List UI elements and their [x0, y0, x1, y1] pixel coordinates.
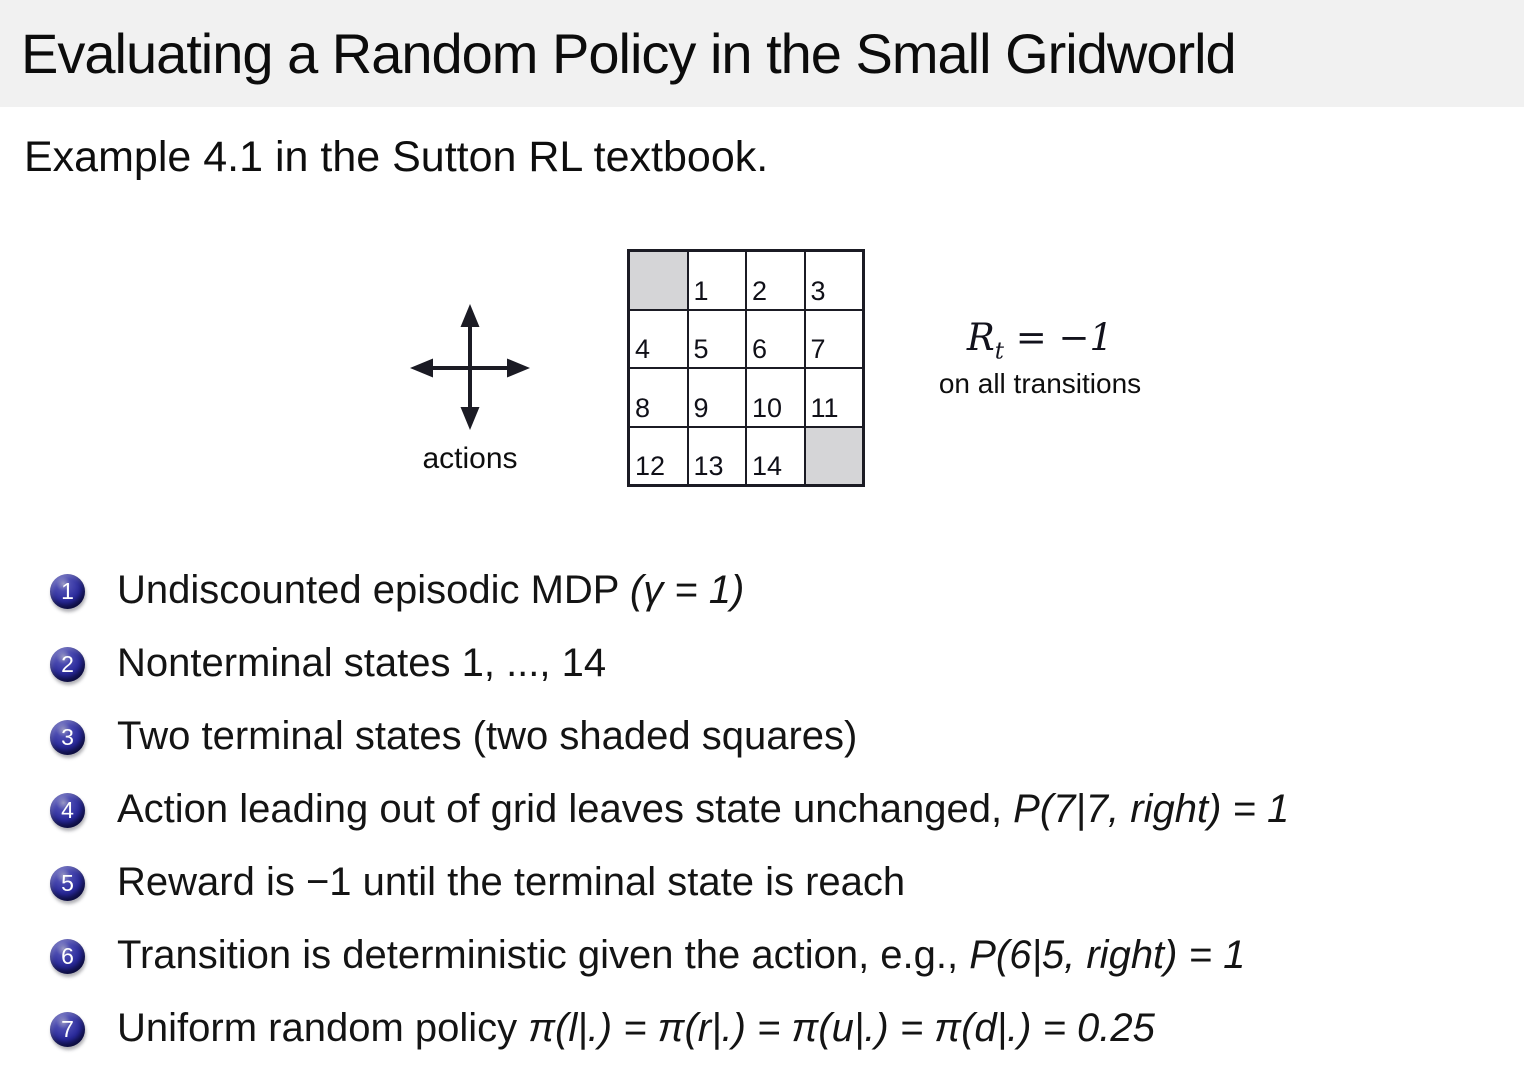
grid-cell-4	[629, 310, 688, 369]
actions-figure	[408, 302, 532, 476]
item-plain-segment: Reward is −1 until the terminal state is reach	[117, 860, 906, 904]
item-plain-segment: Transition is deterministic given the action, e.g.,	[117, 933, 970, 977]
grid-cell-label: 2	[752, 275, 768, 306]
grid-cell-12	[629, 427, 688, 486]
item-number-badge: 6	[50, 939, 85, 974]
item-text	[117, 714, 857, 759]
grid-cell-label: 9	[693, 392, 709, 423]
grid-cell-label: 11	[810, 392, 839, 423]
grid-cell-label: 8	[635, 392, 651, 423]
item-number-badge: 4	[50, 793, 85, 828]
grid-cell-label: 6	[752, 334, 768, 364]
slide-title-bar	[0, 0, 1524, 107]
item-number-badge: 5	[50, 866, 85, 901]
list-item-2	[50, 641, 1510, 686]
list-item-5	[50, 860, 1510, 905]
grid-cell-label: 13	[693, 451, 724, 481]
grid-cell-9	[688, 368, 747, 427]
item-number-badge: 2	[50, 647, 85, 682]
grid-cell-1	[688, 251, 747, 310]
item-text	[117, 1006, 1155, 1051]
grid-cell-label: 14	[752, 451, 783, 481]
actions-cross-icon	[408, 302, 532, 432]
grid-cell-8	[629, 368, 688, 427]
item-plain-segment: Action leading out of grid leaves state unchanged,	[117, 787, 1014, 831]
reward-equals: = −1	[1004, 316, 1114, 359]
actions-label: actions	[422, 442, 518, 475]
item-math-segment: P(6|5, right) = 1	[969, 933, 1246, 977]
item-math-segment: π(l|.) = π(r|.) = π(u|.) = π(d|.) = 0.25	[528, 1006, 1155, 1050]
grid-cell-11	[805, 368, 864, 427]
list-item-3	[50, 714, 1510, 759]
item-number-badge: 7	[50, 1012, 85, 1047]
bullet-list	[50, 568, 1510, 1079]
grid-cell-6	[746, 310, 805, 369]
list-item-1	[50, 568, 1510, 613]
grid-cell-terminal	[805, 427, 864, 486]
grid-cell-14	[746, 427, 805, 486]
item-text	[117, 860, 905, 905]
reward-subscript: t	[994, 338, 1004, 365]
item-plain-segment: Uniform random policy	[117, 1006, 529, 1050]
grid-cell-5	[688, 310, 747, 369]
grid-cell-label: 3	[810, 275, 826, 306]
list-item-7	[50, 1006, 1510, 1051]
item-math-segment: (γ = 1)	[629, 568, 745, 612]
item-plain-segment: Two terminal states (two shaded squares)	[117, 714, 858, 758]
slide-title: Evaluating a Random Policy in the Small Gridworld	[21, 22, 1236, 85]
reward-note: on all transitions	[938, 368, 1142, 400]
grid-cell-terminal	[629, 251, 688, 310]
grid-cell-2	[746, 251, 805, 310]
grid-cell-13	[688, 427, 747, 486]
reward-symbol: R	[966, 316, 995, 359]
list-item-6	[50, 933, 1510, 978]
grid-cell-label: 7	[810, 334, 826, 364]
item-text	[117, 568, 744, 613]
item-plain-segment: Nonterminal states 1, ..., 14	[117, 641, 607, 685]
grid-cell-label: 10	[752, 392, 783, 423]
subtitle: Example 4.1 in the Sutton RL textbook.	[24, 133, 769, 181]
grid-cell-3	[805, 251, 864, 310]
grid-cell-7	[805, 310, 864, 369]
gridworld-grid	[627, 249, 865, 487]
item-text	[117, 787, 1289, 832]
item-plain-segment: Undiscounted episodic MDP	[117, 568, 630, 612]
grid-cell-label: 12	[635, 451, 666, 481]
reward-annotation	[920, 316, 1160, 400]
list-item-4	[50, 787, 1510, 832]
grid-cell-10	[746, 368, 805, 427]
grid-cell-label: 4	[635, 334, 651, 364]
item-math-segment: P(7|7, right) = 1	[1013, 787, 1290, 831]
item-number-badge: 3	[50, 720, 85, 755]
reward-formula	[920, 316, 1160, 364]
item-text	[117, 933, 1245, 978]
item-number-badge: 1	[50, 574, 85, 609]
item-text	[117, 641, 606, 686]
grid-cell-label: 5	[693, 334, 709, 364]
grid-cell-label: 1	[693, 275, 709, 306]
